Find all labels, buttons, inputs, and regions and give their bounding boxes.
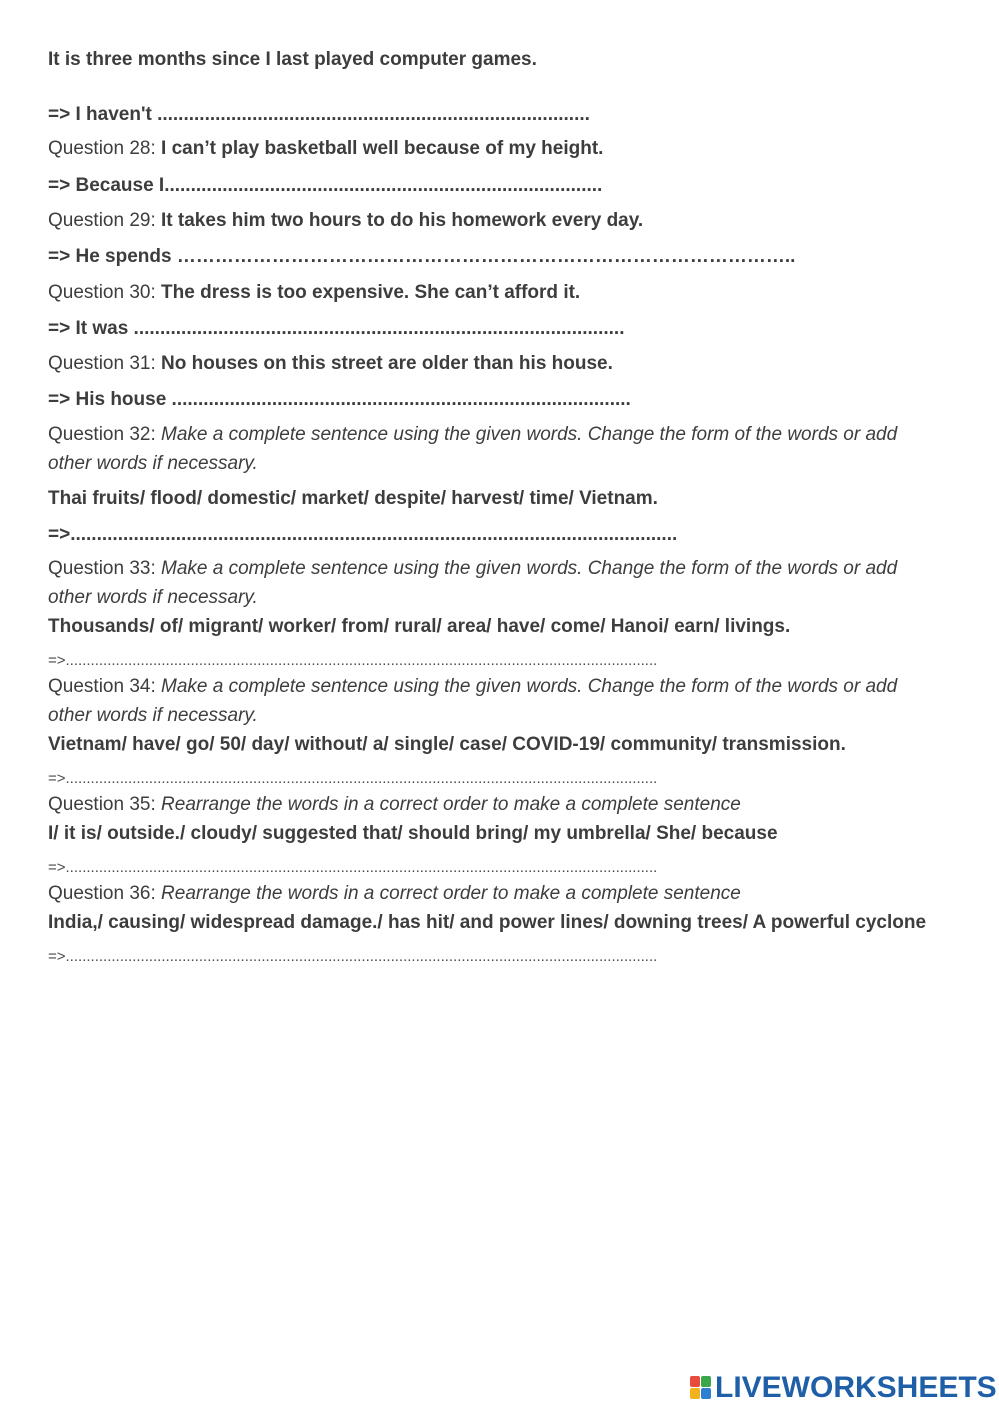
question-text: No houses on this street are older than his house. bbox=[161, 353, 613, 374]
question-text: I can’t play basketball well because of my height. bbox=[161, 138, 604, 159]
question-32 bbox=[48, 424, 897, 446]
question-label: Question 34: bbox=[48, 676, 162, 697]
answer-line[interactable]: =>.............................................................................................................................................. bbox=[48, 948, 658, 965]
question-29 bbox=[48, 210, 643, 232]
given-words: Thousands/ of/ migrant/ worker/ from/ rural/ area/ have/ come/ Hanoi/ earn/ livings. bbox=[48, 616, 791, 637]
question-label: Question 28: bbox=[48, 138, 162, 159]
answer-line[interactable]: =>.............................................................................................................................................. bbox=[48, 859, 658, 876]
answer-line[interactable]: => His house ....................................................................................... bbox=[48, 389, 631, 410]
question-31 bbox=[48, 353, 613, 375]
answer-line[interactable]: =>.............................................................................................................................................. bbox=[48, 770, 658, 787]
answer-line[interactable]: => Because I................................................................................... bbox=[48, 175, 603, 196]
given-words: Thai fruits/ flood/ domestic/ market/ despite/ harvest/ time/ Vietnam. bbox=[48, 488, 658, 509]
question-instruction: Make a complete sentence using the given words. Change the form of the words or add bbox=[161, 424, 898, 445]
question-text: It takes him two hours to do his homework every day. bbox=[161, 210, 644, 231]
given-words: I/ it is/ outside./ cloudy/ suggested that/ should bring/ my umbrella/ She/ because bbox=[48, 823, 778, 844]
question-label: Question 33: bbox=[48, 558, 162, 579]
question-28 bbox=[48, 138, 603, 160]
question-33 bbox=[48, 558, 897, 580]
question-30 bbox=[48, 282, 580, 304]
question-label: Question 32: bbox=[48, 424, 162, 445]
answer-line[interactable]: =>................................................................................................................... bbox=[48, 524, 678, 545]
question-instruction: Rearrange the words in a correct order to make a complete sentence bbox=[161, 883, 741, 904]
question-label: Question 29: bbox=[48, 210, 162, 231]
logo-text: LIVEWORKSHEETS bbox=[715, 1371, 997, 1404]
logo-mark-icon bbox=[690, 1376, 712, 1400]
liveworksheets-logo bbox=[690, 1372, 997, 1404]
question-instruction: Make a complete sentence using the given words. Change the form of the words or add bbox=[161, 676, 898, 697]
question-36 bbox=[48, 883, 741, 905]
question-34 bbox=[48, 676, 897, 698]
question-instruction: Rearrange the words in a correct order to make a complete sentence bbox=[161, 794, 741, 815]
answer-line[interactable]: => I haven't .................................................................................. bbox=[48, 104, 590, 125]
question-instruction-cont: other words if necessary. bbox=[48, 587, 258, 608]
question-label: Question 31: bbox=[48, 353, 162, 374]
given-words: Vietnam/ have/ go/ 50/ day/ without/ a/ single/ case/ COVID-19/ community/ transmission. bbox=[48, 734, 846, 755]
question-instruction: Make a complete sentence using the given words. Change the form of the words or add bbox=[161, 558, 898, 579]
question-label: Question 35: bbox=[48, 794, 162, 815]
question-instruction-cont: other words if necessary. bbox=[48, 453, 258, 474]
question-instruction-cont: other words if necessary. bbox=[48, 705, 258, 726]
question-label: Question 30: bbox=[48, 282, 162, 303]
answer-line[interactable]: => He spends …………………………………………………………………………………….. bbox=[48, 246, 796, 267]
question-text: The dress is too expensive. She can’t afford it. bbox=[161, 282, 581, 303]
answer-line[interactable]: => It was ............................................................................................. bbox=[48, 318, 625, 339]
question-label: Question 36: bbox=[48, 883, 162, 904]
given-words: India,/ causing/ widespread damage./ has hit/ and power lines/ downing trees/ A powerful cyclone bbox=[48, 912, 927, 933]
question-35 bbox=[48, 794, 741, 816]
answer-line[interactable]: =>.............................................................................................................................................. bbox=[48, 652, 658, 669]
prompt-sentence: It is three months since I last played computer games. bbox=[48, 49, 537, 70]
